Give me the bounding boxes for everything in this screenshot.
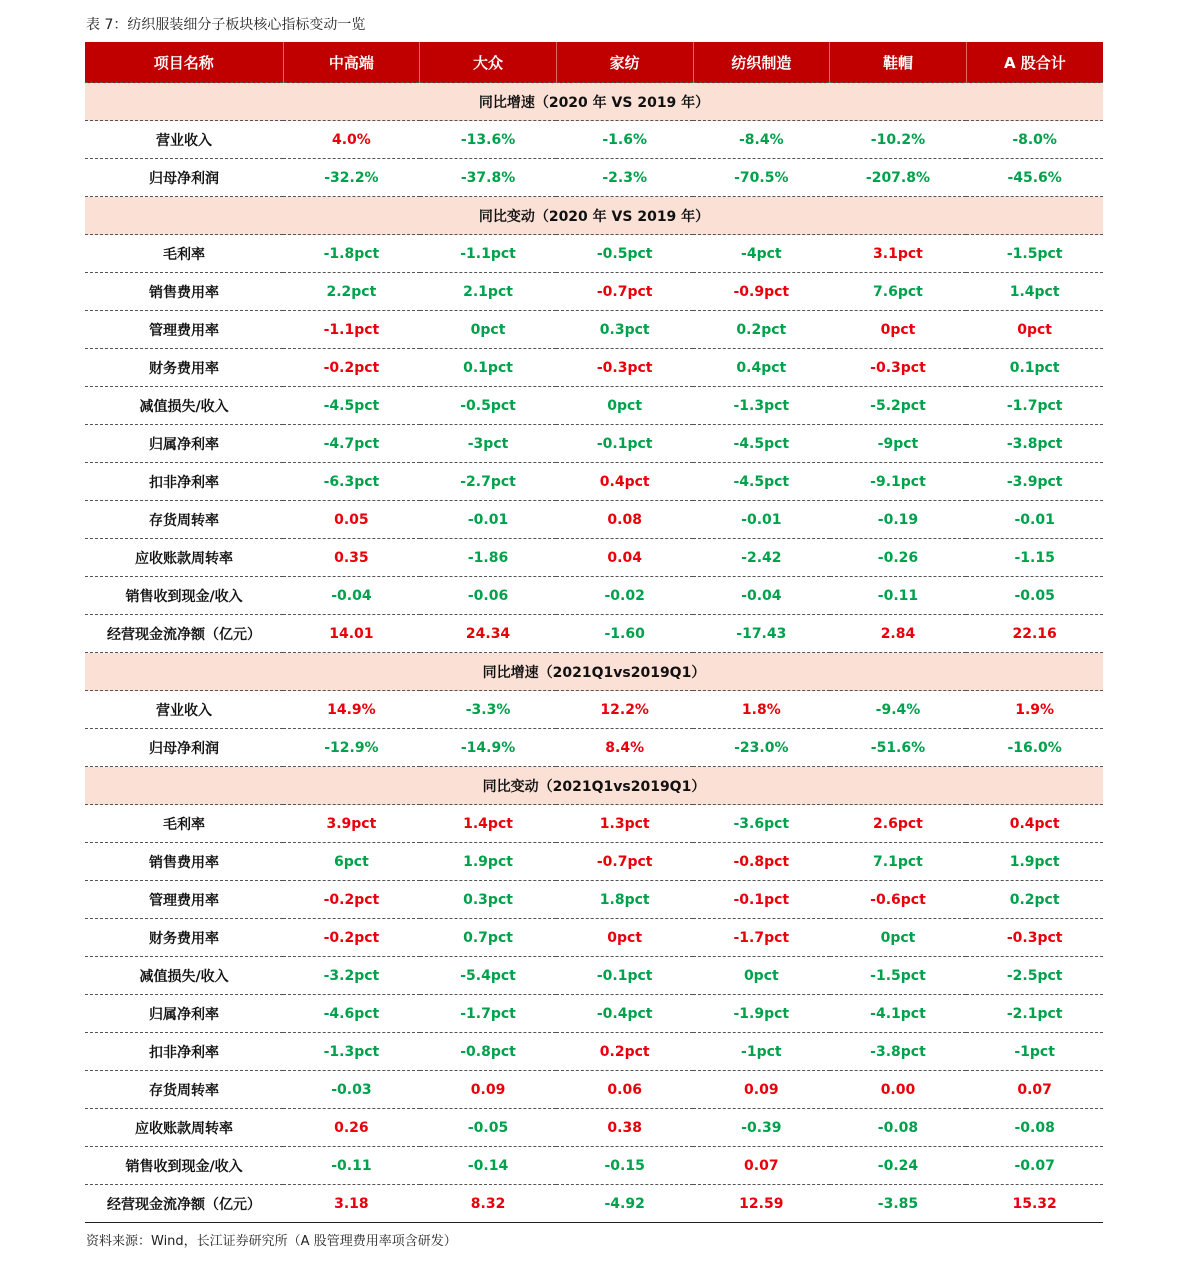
row-label: 减值损失/收入 xyxy=(85,957,283,995)
table-cell: -1.3pct xyxy=(693,387,830,425)
table-cell: -0.06 xyxy=(420,577,557,615)
table-cell: -1.3pct xyxy=(283,1033,420,1071)
table-cell: 0.2pct xyxy=(693,311,830,349)
table-cell: 1.3pct xyxy=(556,805,693,843)
table-cell: -0.01 xyxy=(966,501,1103,539)
table-cell: -2.5pct xyxy=(966,957,1103,995)
table-cell: -1.5pct xyxy=(830,957,967,995)
table-row xyxy=(85,235,1103,273)
row-label: 应收账款周转率 xyxy=(85,1109,283,1147)
table-cell: -1.7pct xyxy=(966,387,1103,425)
table-cell: -0.39 xyxy=(693,1109,830,1147)
table-row xyxy=(85,311,1103,349)
table-cell: -4.5pct xyxy=(693,463,830,501)
section-title: 同比增速（2020 年 VS 2019 年） xyxy=(85,83,1103,121)
table-row xyxy=(85,691,1103,729)
table-cell: 0.04 xyxy=(556,539,693,577)
table-cell: 6pct xyxy=(283,843,420,881)
table-cell: -3.8pct xyxy=(966,425,1103,463)
table-cell: 0pct xyxy=(830,311,967,349)
table-cell: -0.6pct xyxy=(830,881,967,919)
table-cell: 0pct xyxy=(693,957,830,995)
table-cell: 0.4pct xyxy=(966,805,1103,843)
table-cell: -13.6% xyxy=(420,121,557,159)
table-row xyxy=(85,957,1103,995)
table-row xyxy=(85,1147,1103,1185)
table-cell: -0.26 xyxy=(830,539,967,577)
row-label: 应收账款周转率 xyxy=(85,539,283,577)
table-cell: 0.1pct xyxy=(420,349,557,387)
table-row xyxy=(85,615,1103,653)
table-cell: -9pct xyxy=(830,425,967,463)
table-cell: -3.9pct xyxy=(966,463,1103,501)
section-title: 同比变动（2021Q1vs2019Q1） xyxy=(85,767,1103,805)
table-cell: 0.00 xyxy=(830,1071,967,1109)
table-cell: -0.1pct xyxy=(693,881,830,919)
table-cell: 8.32 xyxy=(420,1185,557,1223)
table-cell: -5.2pct xyxy=(830,387,967,425)
table-cell: -14.9% xyxy=(420,729,557,767)
table-row xyxy=(85,387,1103,425)
table-row xyxy=(85,463,1103,501)
table-cell: -207.8% xyxy=(830,159,967,197)
table-cell: -8.0% xyxy=(966,121,1103,159)
row-label: 管理费用率 xyxy=(85,881,283,919)
table-cell: -6.3pct xyxy=(283,463,420,501)
table-cell: 15.32 xyxy=(966,1185,1103,1223)
table-row xyxy=(85,1109,1103,1147)
table-cell: 0.3pct xyxy=(556,311,693,349)
table-cell: -0.04 xyxy=(693,577,830,615)
table-cell: -4.7pct xyxy=(283,425,420,463)
table-cell: -0.05 xyxy=(966,577,1103,615)
table-cell: -8.4% xyxy=(693,121,830,159)
table-cell: -1.7pct xyxy=(693,919,830,957)
row-label: 扣非净利率 xyxy=(85,1033,283,1071)
table-cell: 7.6pct xyxy=(830,273,967,311)
table-cell: 12.59 xyxy=(693,1185,830,1223)
table-cell: -1.1pct xyxy=(283,311,420,349)
row-label: 扣非净利率 xyxy=(85,463,283,501)
table-cell: -0.3pct xyxy=(830,349,967,387)
table-cell: -0.5pct xyxy=(420,387,557,425)
table-cell: -0.9pct xyxy=(693,273,830,311)
table-cell: -2.3% xyxy=(556,159,693,197)
table-cell: 1.8pct xyxy=(556,881,693,919)
table-cell: -2.7pct xyxy=(420,463,557,501)
table-cell: -0.05 xyxy=(420,1109,557,1147)
row-label: 营业收入 xyxy=(85,121,283,159)
row-label: 经营现金流净额（亿元） xyxy=(85,615,283,653)
table-cell: 3.9pct xyxy=(283,805,420,843)
table-cell: 0pct xyxy=(556,919,693,957)
table-cell: 0pct xyxy=(830,919,967,957)
table-cell: -10.2% xyxy=(830,121,967,159)
table-cell: -2.42 xyxy=(693,539,830,577)
table-cell: 0.3pct xyxy=(420,881,557,919)
table-cell: -1.8pct xyxy=(283,235,420,273)
table-cell: -4pct xyxy=(693,235,830,273)
row-label: 归属净利率 xyxy=(85,425,283,463)
table-cell: -0.11 xyxy=(830,577,967,615)
table-row xyxy=(85,805,1103,843)
table-cell: 0.05 xyxy=(283,501,420,539)
table-cell: 0.7pct xyxy=(420,919,557,957)
table-cell: -3pct xyxy=(420,425,557,463)
row-label: 销售收到现金/收入 xyxy=(85,1147,283,1185)
table-cell: -3.85 xyxy=(830,1185,967,1223)
table-cell: -0.19 xyxy=(830,501,967,539)
row-label: 销售费用率 xyxy=(85,273,283,311)
table-cell: -0.3pct xyxy=(556,349,693,387)
table-cell: 0.26 xyxy=(283,1109,420,1147)
table-cell: -0.15 xyxy=(556,1147,693,1185)
table-cell: 1.4pct xyxy=(420,805,557,843)
table-cell: -0.8pct xyxy=(420,1033,557,1071)
table-cell: -0.08 xyxy=(966,1109,1103,1147)
table-cell: 0.08 xyxy=(556,501,693,539)
table-cell: -1.7pct xyxy=(420,995,557,1033)
table-cell: 0.4pct xyxy=(556,463,693,501)
table-cell: -3.6pct xyxy=(693,805,830,843)
table-caption: 表 7：纺织服装细分子板块核心指标变动一览 xyxy=(86,17,366,33)
table-cell: -4.5pct xyxy=(283,387,420,425)
table-row xyxy=(85,577,1103,615)
table-cell: 3.18 xyxy=(283,1185,420,1223)
table-row xyxy=(85,501,1103,539)
table-cell: 0.2pct xyxy=(556,1033,693,1071)
table-cell: 0.07 xyxy=(693,1147,830,1185)
row-label: 减值损失/收入 xyxy=(85,387,283,425)
table-cell: -3.2pct xyxy=(283,957,420,995)
column-header: 项目名称 xyxy=(85,42,283,83)
table-cell: -1.5pct xyxy=(966,235,1103,273)
column-header: 鞋帽 xyxy=(830,42,967,83)
table-cell: -1.6% xyxy=(556,121,693,159)
table-cell: -0.2pct xyxy=(283,919,420,957)
table-cell: -16.0% xyxy=(966,729,1103,767)
table-cell: 0.38 xyxy=(556,1109,693,1147)
header-row xyxy=(85,42,1103,83)
table-cell: -1.86 xyxy=(420,539,557,577)
section-header-row xyxy=(85,653,1103,691)
table-cell: -5.4pct xyxy=(420,957,557,995)
table-cell: -0.11 xyxy=(283,1147,420,1185)
table-cell: -4.1pct xyxy=(830,995,967,1033)
table-cell: -3.8pct xyxy=(830,1033,967,1071)
row-label: 归母净利润 xyxy=(85,159,283,197)
row-label: 销售费用率 xyxy=(85,843,283,881)
table-cell: 12.2% xyxy=(556,691,693,729)
table-cell: -0.5pct xyxy=(556,235,693,273)
table-cell: 1.4pct xyxy=(966,273,1103,311)
row-label: 毛利率 xyxy=(85,805,283,843)
table-cell: -17.43 xyxy=(693,615,830,653)
row-label: 管理费用率 xyxy=(85,311,283,349)
table-cell: -0.2pct xyxy=(283,349,420,387)
table-cell: 0.09 xyxy=(420,1071,557,1109)
table-cell: 0pct xyxy=(966,311,1103,349)
table-cell: -0.01 xyxy=(693,501,830,539)
row-label: 营业收入 xyxy=(85,691,283,729)
column-header: 中高端 xyxy=(283,42,420,83)
table-row xyxy=(85,121,1103,159)
table-cell: -9.4% xyxy=(830,691,967,729)
table-cell: -0.7pct xyxy=(556,843,693,881)
table-cell: 8.4% xyxy=(556,729,693,767)
table-cell: -1.15 xyxy=(966,539,1103,577)
table-cell: 0.1pct xyxy=(966,349,1103,387)
table-cell: 0.07 xyxy=(966,1071,1103,1109)
table-cell: 14.9% xyxy=(283,691,420,729)
table-cell: -0.03 xyxy=(283,1071,420,1109)
row-label: 存货周转率 xyxy=(85,501,283,539)
column-header: A 股合计 xyxy=(966,42,1103,83)
table-cell: 0.2pct xyxy=(966,881,1103,919)
table-cell: -23.0% xyxy=(693,729,830,767)
table-row xyxy=(85,1033,1103,1071)
row-label: 存货周转率 xyxy=(85,1071,283,1109)
table-row xyxy=(85,843,1103,881)
row-label: 财务费用率 xyxy=(85,349,283,387)
table-cell: -0.1pct xyxy=(556,425,693,463)
table-cell: -51.6% xyxy=(830,729,967,767)
table-row xyxy=(85,425,1103,463)
table-cell: 3.1pct xyxy=(830,235,967,273)
table-cell: -1.60 xyxy=(556,615,693,653)
table-row xyxy=(85,349,1103,387)
table-cell: -32.2% xyxy=(283,159,420,197)
metrics-table xyxy=(85,42,1103,1223)
table-cell: -0.07 xyxy=(966,1147,1103,1185)
row-label: 归属净利率 xyxy=(85,995,283,1033)
table-cell: 0.4pct xyxy=(693,349,830,387)
table-row xyxy=(85,729,1103,767)
table-row xyxy=(85,919,1103,957)
table-cell: -0.04 xyxy=(283,577,420,615)
table-row xyxy=(85,159,1103,197)
column-header: 纺织制造 xyxy=(693,42,830,83)
table-cell: 2.1pct xyxy=(420,273,557,311)
table-cell: 1.8% xyxy=(693,691,830,729)
table-cell: 14.01 xyxy=(283,615,420,653)
table-cell: -4.92 xyxy=(556,1185,693,1223)
table-cell: 24.34 xyxy=(420,615,557,653)
table-cell: 2.6pct xyxy=(830,805,967,843)
table-cell: 1.9% xyxy=(966,691,1103,729)
table-cell: -4.5pct xyxy=(693,425,830,463)
table-cell: 0pct xyxy=(420,311,557,349)
table-cell: 0.09 xyxy=(693,1071,830,1109)
table-body xyxy=(85,83,1103,1223)
table-row xyxy=(85,1185,1103,1223)
table-cell: 0.06 xyxy=(556,1071,693,1109)
table-cell: 1.9pct xyxy=(420,843,557,881)
section-title: 同比变动（2020 年 VS 2019 年） xyxy=(85,197,1103,235)
table-cell: -2.1pct xyxy=(966,995,1103,1033)
table-cell: -0.24 xyxy=(830,1147,967,1185)
table-cell: 4.0% xyxy=(283,121,420,159)
table-cell: -0.7pct xyxy=(556,273,693,311)
table-cell: -1pct xyxy=(966,1033,1103,1071)
table-cell: -0.8pct xyxy=(693,843,830,881)
table-cell: -0.2pct xyxy=(283,881,420,919)
section-header-row xyxy=(85,767,1103,805)
table-row xyxy=(85,539,1103,577)
table-cell: -1.1pct xyxy=(420,235,557,273)
table-row xyxy=(85,1071,1103,1109)
table-cell: -0.3pct xyxy=(966,919,1103,957)
table-cell: -9.1pct xyxy=(830,463,967,501)
table-cell: 2.2pct xyxy=(283,273,420,311)
table-cell: -1pct xyxy=(693,1033,830,1071)
table-cell: -4.6pct xyxy=(283,995,420,1033)
table-cell: -70.5% xyxy=(693,159,830,197)
table-cell: -0.14 xyxy=(420,1147,557,1185)
section-header-row xyxy=(85,83,1103,121)
table-row xyxy=(85,995,1103,1033)
row-label: 毛利率 xyxy=(85,235,283,273)
table-cell: -3.3% xyxy=(420,691,557,729)
column-header: 大众 xyxy=(420,42,557,83)
row-label: 销售收到现金/收入 xyxy=(85,577,283,615)
table-cell: -1.9pct xyxy=(693,995,830,1033)
table-row xyxy=(85,273,1103,311)
table-cell: -0.02 xyxy=(556,577,693,615)
table-cell: -0.4pct xyxy=(556,995,693,1033)
row-label: 经营现金流净额（亿元） xyxy=(85,1185,283,1223)
table-cell: -0.08 xyxy=(830,1109,967,1147)
row-label: 归母净利润 xyxy=(85,729,283,767)
table-cell: -0.01 xyxy=(420,501,557,539)
section-header-row xyxy=(85,197,1103,235)
section-title: 同比增速（2021Q1vs2019Q1） xyxy=(85,653,1103,691)
table-cell: 22.16 xyxy=(966,615,1103,653)
table-cell: -0.1pct xyxy=(556,957,693,995)
source-note: 资料来源：Wind，长江证券研究所（A 股管理费用率项含研发） xyxy=(86,1234,457,1249)
table-cell: -45.6% xyxy=(966,159,1103,197)
table-cell: -37.8% xyxy=(420,159,557,197)
table-row xyxy=(85,881,1103,919)
table-cell: 0pct xyxy=(556,387,693,425)
table-cell: 2.84 xyxy=(830,615,967,653)
row-label: 财务费用率 xyxy=(85,919,283,957)
column-header: 家纺 xyxy=(556,42,693,83)
table-cell: -12.9% xyxy=(283,729,420,767)
table-cell: 1.9pct xyxy=(966,843,1103,881)
table-cell: 7.1pct xyxy=(830,843,967,881)
table-cell: 0.35 xyxy=(283,539,420,577)
